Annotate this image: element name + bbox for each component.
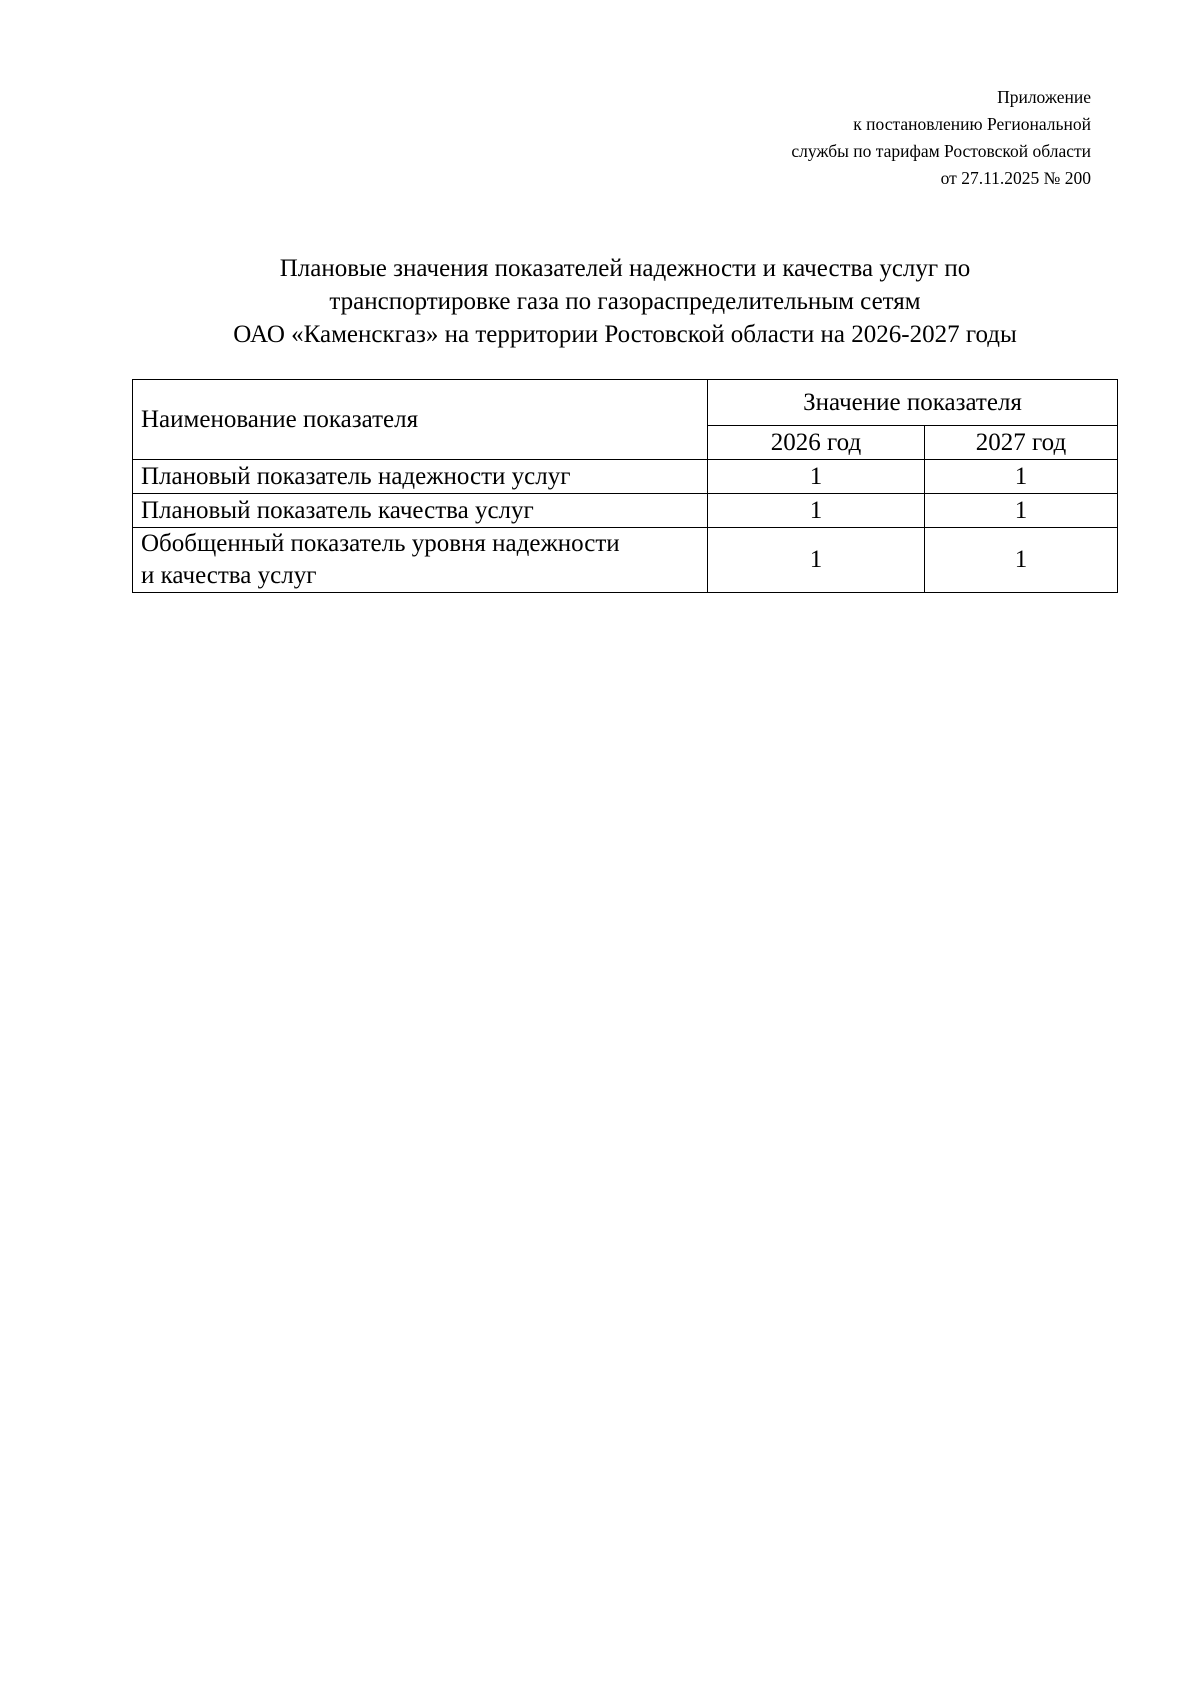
table-header-row — [133, 380, 1118, 426]
indicator-name: Плановый показатель качества услуг — [133, 494, 708, 528]
value-column-group-header: Значение показателя — [708, 380, 1118, 426]
indicator-name — [133, 528, 708, 593]
table-row — [133, 494, 1118, 528]
table-row — [133, 460, 1118, 494]
indicator-name-line: и качества услуг — [141, 562, 317, 589]
appendix-line: к постановлению Региональной — [853, 114, 1091, 134]
title-line: Плановые значения показателей надежности и качества услуг по — [279, 255, 971, 282]
name-column-header: Наименование показателя — [133, 380, 708, 460]
indicators-table — [132, 379, 1118, 593]
appendix-line: от 27.11.2025 № 200 — [940, 168, 1091, 188]
document-title — [130, 252, 1120, 351]
table-row — [133, 528, 1118, 593]
indicator-name: Плановый показатель надежности услуг — [133, 460, 708, 494]
indicator-name-line: Обобщенный показатель уровня надежности — [141, 530, 620, 557]
year-header-2026: 2026 год — [708, 426, 925, 460]
appendix-line: службы по тарифам Ростовской области — [791, 141, 1091, 161]
year-header-2027: 2027 год — [925, 426, 1118, 460]
title-line: транспортировке газа по газораспределительным сетям — [329, 288, 921, 315]
indicator-value-2027: 1 — [925, 494, 1118, 528]
indicator-value-2026: 1 — [708, 460, 925, 494]
appendix-header — [791, 84, 1091, 192]
indicator-value-2026: 1 — [708, 528, 925, 593]
indicator-value-2026: 1 — [708, 494, 925, 528]
indicator-value-2027: 1 — [925, 460, 1118, 494]
title-line: ОАО «Каменскгаз» на территории Ростовской области на 2026-2027 годы — [233, 321, 1017, 348]
appendix-line: Приложение — [997, 87, 1091, 107]
indicator-value-2027: 1 — [925, 528, 1118, 593]
